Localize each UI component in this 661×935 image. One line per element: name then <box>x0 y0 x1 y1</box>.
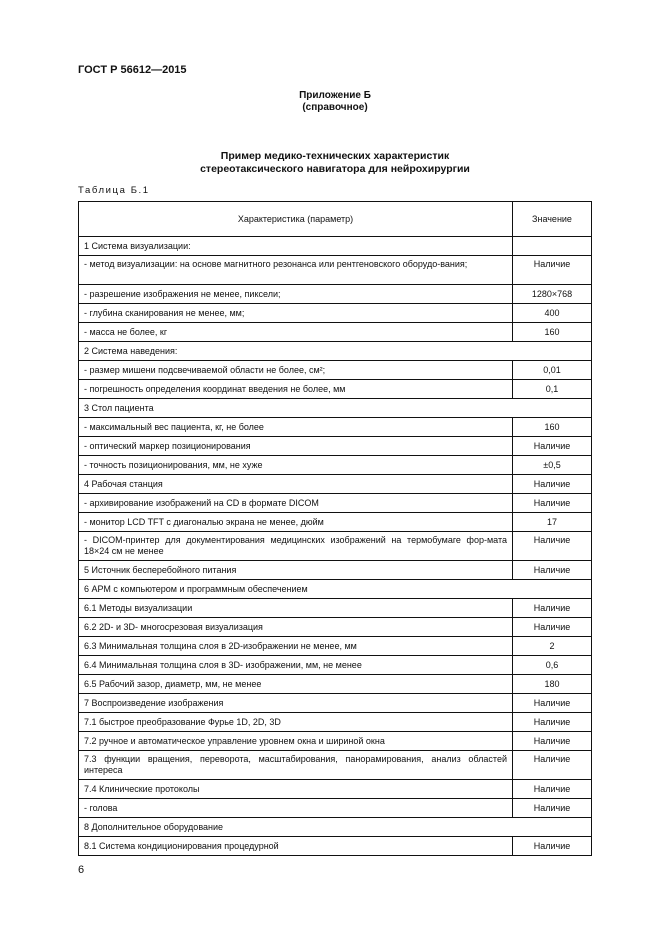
value-cell: Наличие <box>513 837 592 856</box>
table-row <box>79 475 592 494</box>
parameter-cell: - DICOM-принтер для документирования медицинских изображений на термобумаге фор-мата 18×24 см не менее <box>79 532 513 561</box>
table-row <box>79 361 592 380</box>
value-cell <box>513 237 592 256</box>
value-cell: Наличие <box>513 532 592 561</box>
value-cell: 0,6 <box>513 656 592 675</box>
value-cell: Наличие <box>513 732 592 751</box>
parameter-cell: - погрешность определения координат введения не более, мм <box>79 380 513 399</box>
parameter-cell: - разрешение изображения не менее, пиксели; <box>79 285 513 304</box>
parameter-cell: - точность позиционирования, мм, не хуже <box>79 456 513 475</box>
value-cell: 17 <box>513 513 592 532</box>
value-cell: 0,1 <box>513 380 592 399</box>
value-cell: Наличие <box>513 561 592 580</box>
table-row <box>79 637 592 656</box>
value-cell: Наличие <box>513 494 592 513</box>
table-header-row <box>79 202 592 237</box>
table-row <box>79 799 592 818</box>
value-cell: 2 <box>513 637 592 656</box>
value-cell: Наличие <box>513 713 592 732</box>
value-cell: Наличие <box>513 694 592 713</box>
parameter-cell: 7 Воспроизведение изображения <box>79 694 513 713</box>
table-row <box>79 285 592 304</box>
annex-subtitle: (справочное) <box>302 102 368 113</box>
title-line-2: стереотаксического навигатора для нейрохирургии <box>200 162 470 175</box>
table-row <box>79 713 592 732</box>
table-caption: Таблица Б.1 <box>78 185 150 196</box>
value-cell: Наличие <box>513 256 592 285</box>
table-row <box>79 561 592 580</box>
table-section-row <box>79 399 592 418</box>
parameter-cell: 6.1 Методы визуализации <box>79 599 513 618</box>
parameter-cell: - масса не более, кг <box>79 323 513 342</box>
table-row <box>79 618 592 637</box>
table-row <box>79 732 592 751</box>
table-row <box>79 656 592 675</box>
header-value: Значение <box>513 202 592 237</box>
table-row <box>79 513 592 532</box>
value-cell: ±0,5 <box>513 456 592 475</box>
document-id: ГОСТ Р 56612—2015 <box>78 64 187 76</box>
parameter-cell: 6.4 Минимальная толщина слоя в 3D- изображении, мм, не менее <box>79 656 513 675</box>
table-section-row <box>79 580 592 599</box>
table-row <box>79 256 592 285</box>
parameter-cell: 1 Система визуализации: <box>79 237 513 256</box>
value-cell: 180 <box>513 675 592 694</box>
table-row <box>79 304 592 323</box>
header-parameter: Характеристика (параметр) <box>79 202 513 237</box>
parameter-cell: - оптический маркер позиционирования <box>79 437 513 456</box>
value-cell: Наличие <box>513 599 592 618</box>
value-cell: Наличие <box>513 780 592 799</box>
title-line-1: Пример медико-технических характеристик <box>220 150 450 162</box>
table-row <box>79 456 592 475</box>
parameter-cell: - размер мишени подсвечиваемой области не более, см²; <box>79 361 513 380</box>
page-number: 6 <box>78 864 85 876</box>
parameter-cell: 6.2 2D- и 3D- многосрезовая визуализация <box>79 618 513 637</box>
table-row <box>79 418 592 437</box>
parameter-cell: 3 Стол пациента <box>79 399 592 418</box>
parameter-cell: - максимальный вес пациента, кг, не более <box>79 418 513 437</box>
table-row <box>79 323 592 342</box>
table-row <box>79 780 592 799</box>
parameter-cell: 8 Дополнительное оборудование <box>79 818 592 837</box>
table-section-row <box>79 818 592 837</box>
parameter-cell: 2 Система наведения: <box>79 342 592 361</box>
parameter-cell: - монитор LCD TFT с диагональю экрана не менее, дюйм <box>79 513 513 532</box>
parameter-cell: 5 Источник бесперебойного питания <box>79 561 513 580</box>
value-cell: Наличие <box>513 751 592 780</box>
table-row <box>79 751 592 780</box>
value-cell: Наличие <box>513 799 592 818</box>
table-row <box>79 599 592 618</box>
table-row <box>79 837 592 856</box>
table-row <box>79 675 592 694</box>
table-row <box>79 437 592 456</box>
table-row <box>79 494 592 513</box>
value-cell: 400 <box>513 304 592 323</box>
parameter-cell: 7.3 функции вращения, переворота, масштабирования, панорамирования, анализ областей интереса <box>79 751 513 780</box>
table-row <box>79 380 592 399</box>
parameter-cell: 4 Рабочая станция <box>79 475 513 494</box>
value-cell: 0,01 <box>513 361 592 380</box>
value-cell: 1280×768 <box>513 285 592 304</box>
annex-heading <box>78 90 592 114</box>
value-cell: Наличие <box>513 618 592 637</box>
value-cell: 160 <box>513 418 592 437</box>
specifications-table <box>78 201 592 856</box>
value-cell: Наличие <box>513 475 592 494</box>
parameter-cell: 7.1 быстрое преобразование Фурье 1D, 2D, 3D <box>79 713 513 732</box>
parameter-cell: - метод визуализации: на основе магнитного резонанса или рентгеновского оборудо-вания; <box>79 256 513 285</box>
table-row <box>79 532 592 561</box>
parameter-cell: 7.4 Клинические протоколы <box>79 780 513 799</box>
document-title <box>78 150 592 175</box>
parameter-cell: - архивирование изображений на CD в формате DICOM <box>79 494 513 513</box>
table-row <box>79 694 592 713</box>
annex-title: Приложение Б <box>299 90 371 101</box>
parameter-cell: - голова <box>79 799 513 818</box>
parameter-cell: 6.3 Минимальная толщина слоя в 2D-изображении не менее, мм <box>79 637 513 656</box>
parameter-cell: - глубина сканирования не менее, мм; <box>79 304 513 323</box>
parameter-cell: 6 АРМ с компьютером и программным обеспечением <box>79 580 592 599</box>
value-cell: 160 <box>513 323 592 342</box>
value-cell: Наличие <box>513 437 592 456</box>
parameter-cell: 7.2 ручное и автоматическое управление уровнем окна и шириной окна <box>79 732 513 751</box>
table-section-row <box>79 342 592 361</box>
table-row <box>79 237 592 256</box>
parameter-cell: 6.5 Рабочий зазор, диаметр, мм, не менее <box>79 675 513 694</box>
parameter-cell: 8.1 Система кондиционирования процедурной <box>79 837 513 856</box>
